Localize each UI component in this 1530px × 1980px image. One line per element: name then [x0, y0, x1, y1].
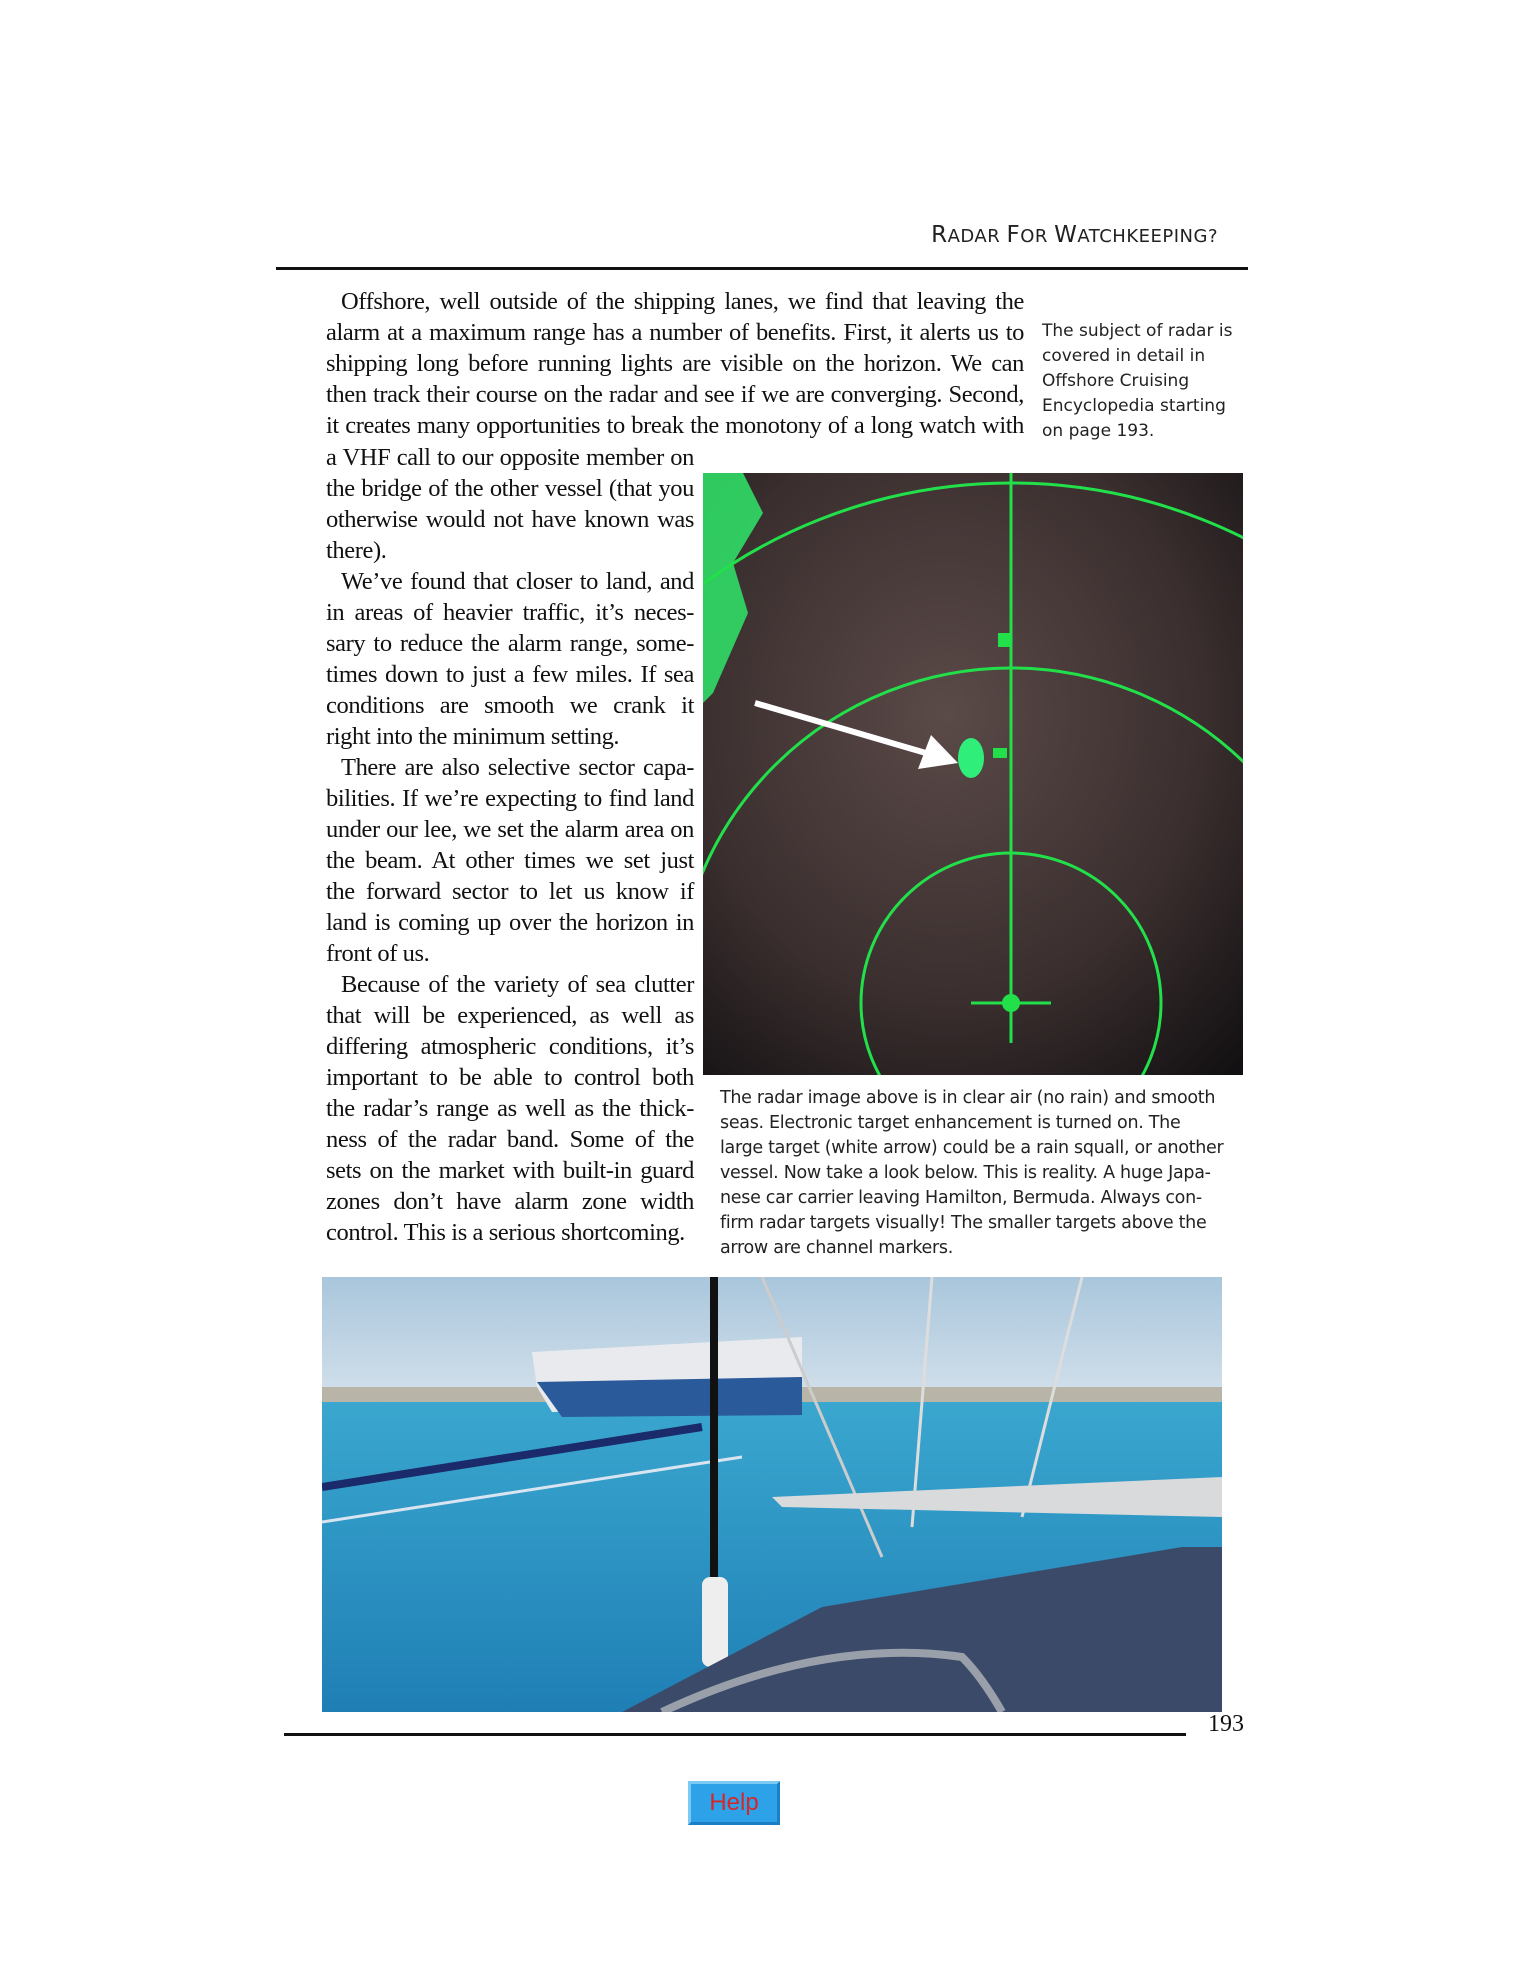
text-line: differing atmospheric conditions, it’s: [326, 1033, 694, 1060]
text-line: the forward sector to let us know if: [326, 878, 694, 905]
text-line: Because of the variety of sea clutter: [341, 971, 694, 998]
text-line: There are also selective sector capa-: [341, 754, 694, 781]
text-line: there).: [326, 537, 387, 564]
footer-rule: [284, 1733, 1186, 1736]
text-line: times down to just a few miles. If sea: [326, 661, 694, 688]
text-line: large target (white arrow) could be a rain squall, or another: [720, 1138, 1224, 1158]
header-rule: [276, 267, 1248, 270]
text-line: sary to reduce the alarm range, some-: [326, 630, 694, 657]
text-line: the radar’s range as well as the thick-: [326, 1095, 694, 1122]
text-line: the beam. At other times we set just: [326, 847, 694, 874]
text-line: sets on the market with built-in guard: [326, 1157, 694, 1184]
text-line: then track their course on the radar and see if we are converging. Second,: [326, 381, 1024, 408]
text-line: that will be experienced, as well as: [326, 1002, 694, 1029]
text-line: zones don’t have alarm zone width: [326, 1188, 694, 1215]
text-line: ness of the radar band. Some of the: [326, 1126, 694, 1153]
text-line: a VHF call to our opposite member on: [326, 444, 694, 471]
body-text-narrow: [326, 442, 694, 1248]
text-line: Encyclopedia starting: [1042, 396, 1226, 416]
text-line: conditions are smooth we crank it: [326, 692, 694, 719]
text-line: shipping long before running lights are visible on the horizon. We can: [326, 350, 1024, 377]
text-line: seas. Electronic target enhancement is turned on. The: [720, 1113, 1181, 1133]
text-line: We’ve found that closer to land, and: [341, 568, 694, 595]
radar-caption: [720, 1086, 1240, 1261]
car-carrier-photo: [322, 1277, 1222, 1712]
text-line: The radar image above is in clear air (no rain) and smooth: [720, 1088, 1216, 1108]
text-line: nese car carrier leaving Hamilton, Bermuda. Always con-: [720, 1188, 1202, 1208]
help-button[interactable]: Help: [688, 1781, 780, 1825]
text-line: covered in detail in: [1042, 346, 1206, 366]
running-header: RADAR FOR WATCHKEEPING?: [931, 222, 1218, 248]
text-line: the bridge of the other vessel (that you: [326, 475, 694, 502]
text-line: right into the minimum setting.: [326, 723, 620, 750]
text-line: front of us.: [326, 940, 430, 967]
text-line: on page 193.: [1042, 421, 1155, 441]
text-line: under our lee, we set the alarm area on: [326, 816, 694, 843]
text-line: land is coming up over the horizon in: [326, 909, 694, 936]
page-number: 193: [1208, 1711, 1244, 1737]
text-line: arrow are channel markers.: [720, 1238, 953, 1258]
text-line: it creates many opportunities to break the monotony of a long watch with: [326, 412, 1024, 439]
sidebar-note: [1042, 319, 1233, 444]
text-line: in areas of heavier traffic, it’s neces-: [326, 599, 694, 626]
text-line: bilities. If we’re expecting to find land: [326, 785, 694, 812]
body-text-wide: [326, 286, 1024, 441]
radar-screen-image: [703, 473, 1243, 1075]
text-line: Offshore, well outside of the shipping lanes, we find that leaving the: [341, 288, 1024, 315]
text-line: vessel. Now take a look below. This is reality. A huge Japa-: [720, 1163, 1211, 1183]
text-line: Offshore Cruising: [1042, 371, 1190, 391]
text-line: otherwise would not have known was: [326, 506, 694, 533]
text-line: control. This is a serious shortcoming.: [326, 1219, 685, 1246]
text-line: The subject of radar is: [1042, 321, 1233, 341]
text-line: alarm at a maximum range has a number of benefits. First, it alerts us to: [326, 319, 1024, 346]
text-line: firm radar targets visually! The smaller targets above the: [720, 1213, 1207, 1233]
text-line: important to be able to control both: [326, 1064, 694, 1091]
